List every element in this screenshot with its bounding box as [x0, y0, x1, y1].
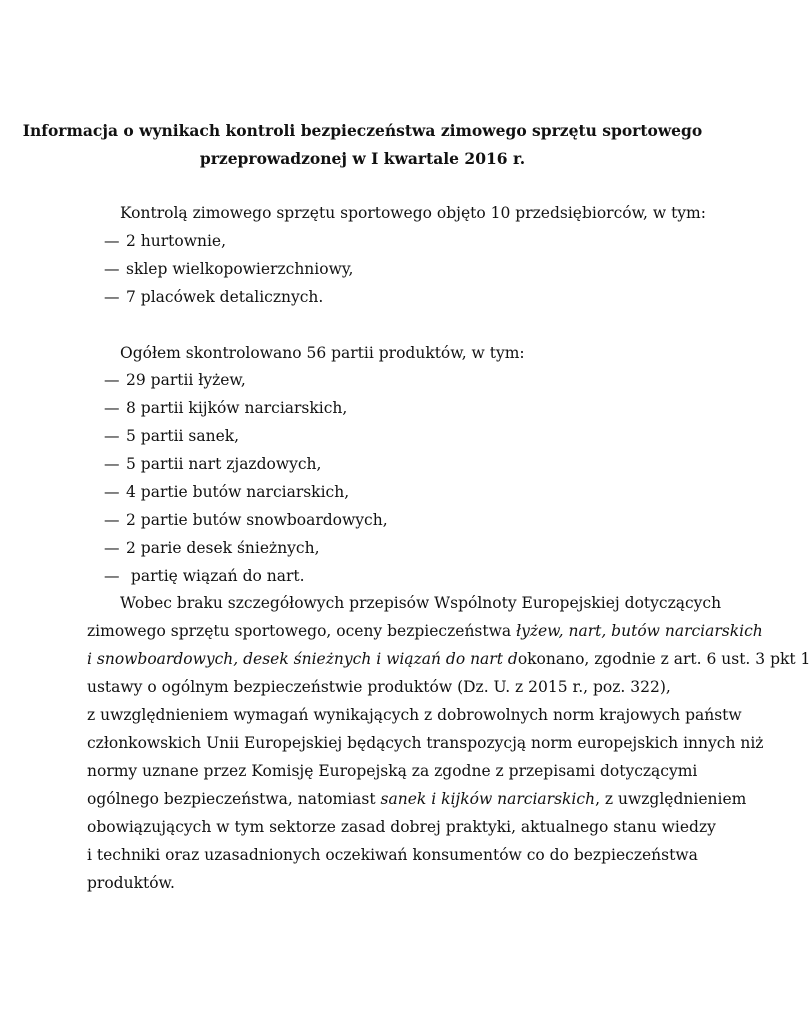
paragraph-line: i techniki oraz uzasadnionych oczekiwań konsumentów co do bezpieczeństwa — [87, 846, 698, 864]
paragraph-line: produktów. — [87, 874, 175, 892]
list-item — [104, 284, 323, 310]
paragraph-line — [87, 617, 763, 645]
paragraph-line: Wobec braku szczegółowych przepisów Wspólnoty Europejskiej dotyczących — [120, 594, 722, 612]
list-item-text: 8 partii kijków narciarskich, — [126, 399, 348, 417]
list-item — [104, 535, 320, 561]
list-item — [104, 507, 388, 533]
dash-marker: — — [104, 288, 120, 306]
paragraph-text: okonano, zgodnie z art. 6 ust. 3 pkt 1 — [517, 650, 810, 668]
dash-marker: — — [104, 260, 120, 278]
paragraph-emphasis: sanek i kijków narciarskich — [380, 790, 596, 808]
paragraph-line: z uwzględnieniem wymagań wynikających z dobrowolnych norm krajowych państw — [87, 706, 742, 724]
list-item-text: 2 hurtownie, — [126, 232, 227, 250]
section2-intro: Ogółem skontrolowano 56 partii produktów, w tym: — [120, 344, 525, 362]
paragraph-text: zimowego sprzętu sportowego, oceny bezpieczeństwa — [87, 622, 517, 640]
dash-marker: — — [104, 539, 120, 557]
paragraph-emphasis: i snowboardowych, desek śnieżnych i wiązań do nart — [87, 650, 508, 668]
list-item-text: partię wiązań do nart. — [126, 567, 305, 585]
list-item-text: 4 partie butów narciarskich, — [126, 483, 350, 501]
list-item-text: 2 partie butów snowboardowych, — [126, 511, 388, 529]
dash-marker: — — [104, 483, 120, 501]
dash-marker: — — [104, 455, 120, 473]
list-item-text: 5 partii nart zjazdowych, — [126, 455, 322, 473]
list-item — [104, 479, 349, 505]
list-item-text: 5 partii sanek, — [126, 427, 240, 445]
main-paragraph — [87, 589, 810, 897]
section1-intro: Kontrolą zimowego sprzętu sportowego objęto 10 przedsiębiorców, w tym: — [120, 204, 706, 222]
list-item — [104, 228, 226, 254]
dash-marker: — — [104, 371, 120, 389]
list-item-text: sklep wielkopowierzchniowy, — [126, 260, 354, 278]
paragraph-text: ogólnego bezpieczeństwa, natomiast — [87, 790, 381, 808]
list-item-text: 2 parie desek śnieżnych, — [126, 539, 320, 557]
list-item — [104, 451, 321, 477]
dash-marker: — — [104, 232, 120, 250]
list-item — [104, 423, 239, 449]
paragraph-emphasis: łyżew, nart, butów narciarskich — [516, 622, 763, 640]
list-item-text: 29 partii łyżew, — [126, 371, 246, 389]
dash-marker: — — [104, 511, 120, 529]
document-title-line2: przeprowadzonej w I kwartale 2016 r. — [199, 149, 526, 168]
paragraph-line — [87, 645, 810, 673]
paragraph-line: ustawy o ogólnym bezpieczeństwie produktów (Dz. U. z 2015 r., poz. 322), — [87, 678, 671, 696]
list-item — [104, 563, 305, 589]
paragraph-line: członkowskich Unii Europejskiej będących transpozycją norm europejskich innych niż — [87, 734, 764, 752]
document-title-line1: Informacja o wynikach kontroli bezpieczeństwa zimowego sprzętu sportowego — [22, 121, 703, 140]
paragraph-line — [87, 785, 747, 813]
paragraph-line: obowiązujących w tym sektorze zasad dobrej praktyki, aktualnego stanu wiedzy — [87, 818, 716, 836]
list-item — [104, 367, 246, 393]
paragraph-emphasis: d — [507, 650, 518, 668]
paragraph-text: , z uwzględnieniem — [595, 790, 747, 808]
dash-marker: — — [104, 427, 120, 445]
list-item — [104, 395, 347, 421]
dash-marker: — — [104, 399, 120, 417]
list-item-text: 7 placówek detalicznych. — [126, 288, 324, 306]
list-item — [104, 256, 353, 282]
dash-marker: — — [104, 567, 120, 585]
paragraph-line: normy uznane przez Komisję Europejską za zgodne z przepisami dotyczącymi — [87, 762, 698, 780]
